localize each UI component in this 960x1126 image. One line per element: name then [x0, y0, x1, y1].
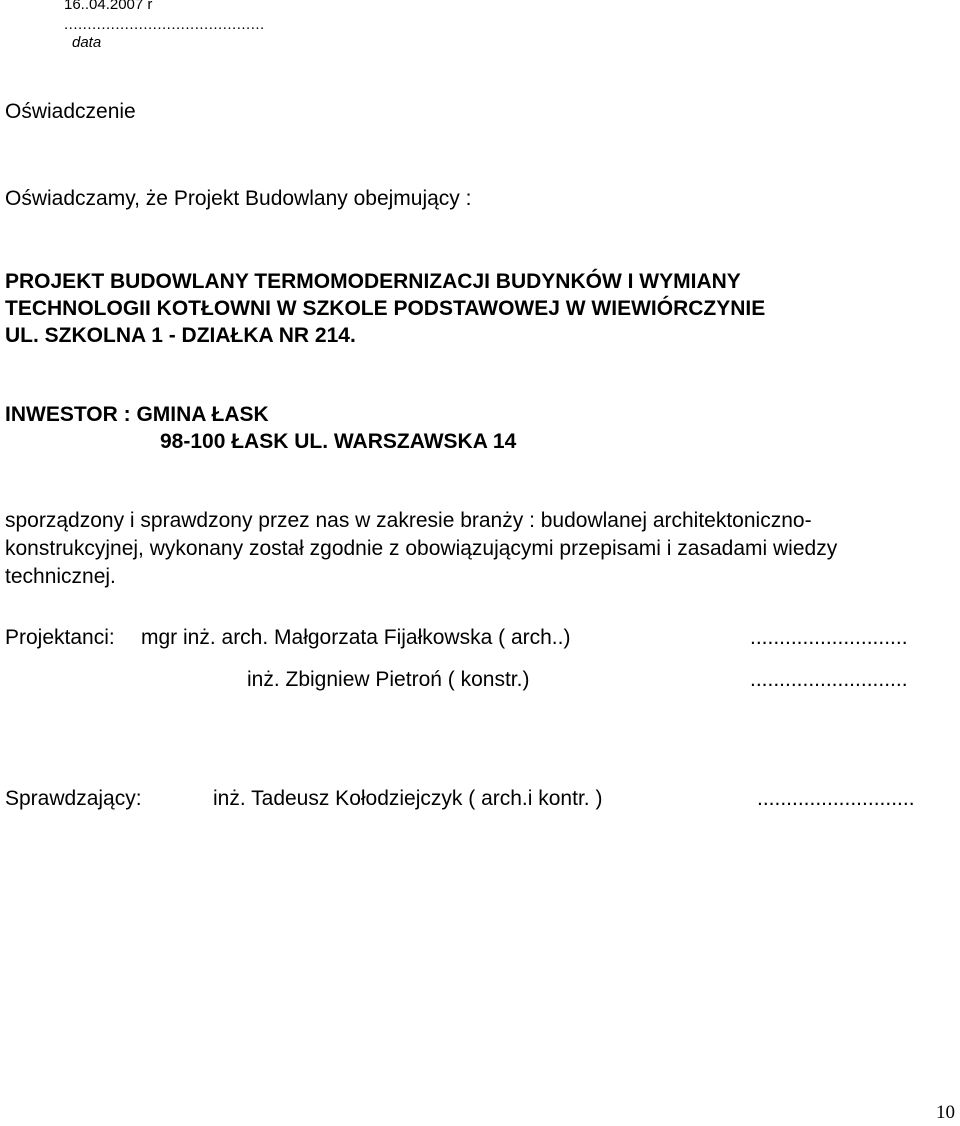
body-line: sporządzony i sprawdzony przez nas w zakresie branży : budowlanej architektoniczno- [5, 509, 812, 532]
statement-body [5, 507, 955, 591]
checker-label: Sprawdzający: [5, 787, 142, 810]
designer-architect: mgr inż. arch. Małgorzata Fijałkowska ( arch..) [141, 626, 571, 649]
project-line: UL. SZKOLNA 1 - DZIAŁKA NR 214. [5, 324, 356, 347]
document-date: 16..04.2007 r [64, 0, 153, 13]
project-line: PROJEKT BUDOWLANY TERMOMODERNIZACJI BUDYNKÓW I WYMIANY [5, 270, 741, 293]
project-name [5, 268, 945, 349]
investor-address: 98-100 ŁASK UL. WARSZAWSKA 14 [160, 430, 517, 453]
designers-label: Projektanci: [5, 626, 115, 649]
signature-line-checker: ........................... [757, 787, 915, 810]
project-line: TECHNOLOGII KOTŁOWNI W SZKOLE PODSTAWOWEJ W WIEWIÓRCZYNIE [5, 297, 766, 320]
signature-line-structural: ........................... [750, 668, 908, 691]
page-number: 10 [936, 1102, 955, 1123]
designer-structural: inż. Zbigniew Pietroń ( konstr.) [247, 668, 530, 691]
document-title: Oświadczenie [5, 100, 136, 123]
checker-name: inż. Tadeusz Kołodziejczyk ( arch.i kontr. ) [213, 787, 603, 810]
investor: INWESTOR : GMINA ŁASK [5, 403, 269, 426]
intro-statement: Oświadczamy, że Projekt Budowlany obejmujący : [5, 187, 472, 210]
date-dotted-line: ........................................... [64, 16, 265, 33]
signature-line-architect: ........................... [750, 626, 908, 649]
body-line: konstrukcyjnej, wykonany został zgodnie z obowiązującymi przepisami i zasadami wiedzy [5, 537, 838, 560]
date-caption: data [72, 34, 102, 51]
body-line: technicznej. [5, 565, 116, 588]
